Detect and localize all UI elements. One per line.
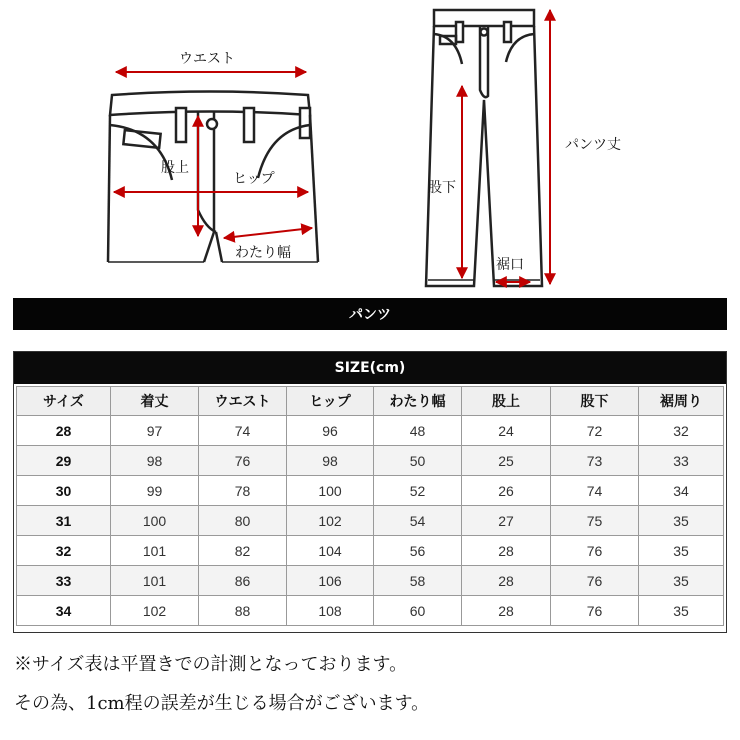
table-cell: 76 (551, 566, 639, 596)
table-cell: 56 (374, 536, 462, 566)
table-cell: 76 (199, 446, 287, 476)
table-cell: 78 (199, 476, 287, 506)
column-header: 股上 (462, 386, 551, 416)
table-cell: 102 (111, 596, 199, 626)
table-cell: 28 (462, 536, 551, 566)
column-header: ヒップ (287, 386, 374, 416)
table-cell: 60 (374, 596, 462, 626)
table-body (16, 416, 724, 626)
column-header: 着丈 (111, 386, 199, 416)
table-row (16, 506, 724, 536)
column-header: サイズ (16, 386, 111, 416)
pants-illustration (0, 0, 740, 300)
table-cell: 26 (462, 476, 551, 506)
column-header: わたり幅 (374, 386, 462, 416)
table-cell: 96 (287, 416, 374, 446)
note-line: ※サイズ表は平置きでの計測となっております。 (14, 654, 408, 675)
table-cell: 99 (111, 476, 199, 506)
upper-pants-drawing (108, 92, 318, 263)
table-cell: 27 (462, 506, 551, 536)
table-cell: 101 (111, 566, 199, 596)
table-cell: 58 (374, 566, 462, 596)
size-cell: 32 (16, 536, 111, 566)
notes (14, 656, 726, 713)
size-cell: 33 (16, 566, 111, 596)
table-cell: 75 (551, 506, 639, 536)
inseam-label: 股下 (428, 180, 456, 196)
size-table (13, 351, 727, 633)
thigh-label: わたり幅 (235, 245, 291, 261)
table-cell: 33 (639, 446, 724, 476)
banner-title: パンツ (349, 307, 391, 323)
table-cell: 76 (551, 536, 639, 566)
size-cell: 29 (16, 446, 111, 476)
size-cell: 31 (16, 506, 111, 536)
table-cell: 97 (111, 416, 199, 446)
table-row (16, 566, 724, 596)
table-cell: 28 (462, 566, 551, 596)
size-table-grid (16, 386, 724, 626)
table-cell: 98 (111, 446, 199, 476)
table-cell: 35 (639, 536, 724, 566)
table-cell: 100 (111, 506, 199, 536)
size-cell: 30 (16, 476, 111, 506)
table-cell: 25 (462, 446, 551, 476)
hem-label: 裾口 (496, 257, 524, 273)
table-cell: 73 (551, 446, 639, 476)
table-row (16, 416, 724, 446)
column-header: ウエスト (199, 386, 287, 416)
column-header: 股下 (551, 386, 639, 416)
table-cell: 88 (199, 596, 287, 626)
section-banner (13, 298, 727, 330)
table-cell: 34 (639, 476, 724, 506)
size-cell: 28 (16, 416, 111, 446)
table-cell: 104 (287, 536, 374, 566)
table-cell: 72 (551, 416, 639, 446)
table-cell: 108 (287, 596, 374, 626)
measurement-diagram (0, 0, 740, 300)
full-pants-drawing (426, 10, 542, 286)
table-cell: 101 (111, 536, 199, 566)
table-cell: 74 (551, 476, 639, 506)
hip-label: ヒップ (233, 171, 275, 187)
table-cell: 98 (287, 446, 374, 476)
table-cell: 74 (199, 416, 287, 446)
table-cell: 50 (374, 446, 462, 476)
table-cell: 35 (639, 506, 724, 536)
table-cell: 54 (374, 506, 462, 536)
size-heading-text: SIZE(cm) (334, 360, 406, 376)
length-label: パンツ丈 (565, 137, 621, 153)
table-cell: 86 (199, 566, 287, 596)
table-cell: 106 (287, 566, 374, 596)
table-cell: 82 (199, 536, 287, 566)
column-header: 裾周り (639, 386, 724, 416)
table-cell: 32 (639, 416, 724, 446)
table-cell: 24 (462, 416, 551, 446)
table-cell: 76 (551, 596, 639, 626)
table-cell: 28 (462, 596, 551, 626)
table-header-row (16, 386, 724, 416)
table-cell: 102 (287, 506, 374, 536)
table-cell: 48 (374, 416, 462, 446)
waist-label: ウエスト (179, 51, 235, 67)
table-cell: 100 (287, 476, 374, 506)
table-cell: 52 (374, 476, 462, 506)
table-cell: 35 (639, 596, 724, 626)
rise-label: 股上 (161, 160, 189, 176)
table-row (16, 596, 724, 626)
size-table-heading (14, 352, 726, 384)
table-row (16, 536, 724, 566)
note-line: その為、1cm程の誤差が生じる場合がございます。 (14, 693, 430, 714)
table-cell: 80 (199, 506, 287, 536)
table-row (16, 476, 724, 506)
table-row (16, 446, 724, 476)
size-cell: 34 (16, 596, 111, 626)
table-cell: 35 (639, 566, 724, 596)
